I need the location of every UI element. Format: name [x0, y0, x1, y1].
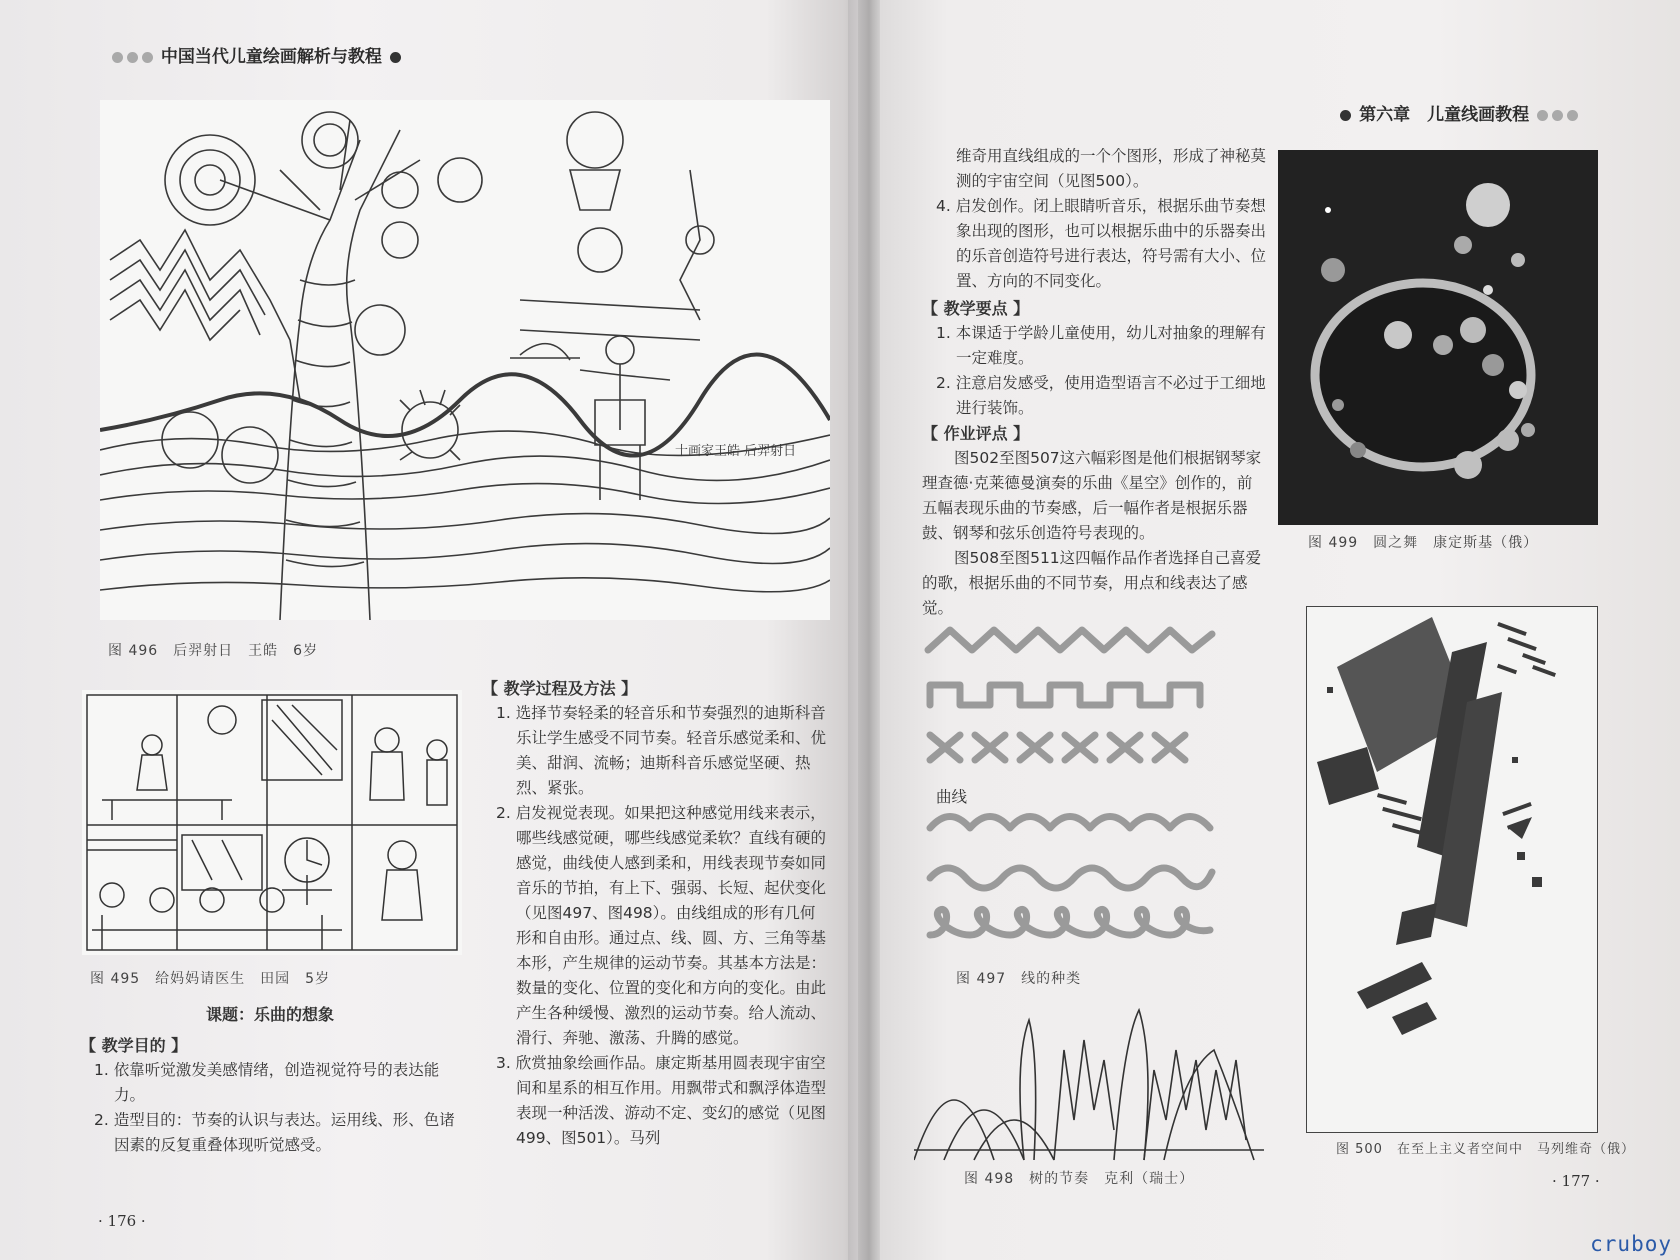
running-head-text: 第六章 儿童线画教程 [1359, 105, 1530, 125]
figure-497-caption: 图 497 线的种类 [956, 971, 1082, 987]
dot-icon [1537, 110, 1548, 121]
process-item: 1. 选择节奏轻柔的轻音乐和节奏强烈的迪斯科音乐让学生感受不同节奏。轻音乐感觉柔和、优美、甜润、流畅；迪斯科音乐感觉坚硬、热烈、紧张。 [496, 704, 827, 797]
left-right-text [482, 676, 827, 1151]
figure-500-painting [1306, 606, 1598, 1133]
book-gutter [858, 0, 880, 1260]
review-heading: 【 作业评点 】 [922, 424, 1030, 443]
goal-item: 1. 依靠听觉激发美感情绪，创造视觉符号的表达能力。 [94, 1061, 440, 1104]
figure-499-art [1278, 150, 1598, 525]
left-lower-text [80, 1002, 460, 1158]
right-page [848, 0, 1680, 1260]
figure-499-caption: 图 499 圆之舞 康定斯基（俄） [1308, 535, 1539, 551]
figure-496-caption: 图 496 后羿射日 王皓 6岁 [108, 643, 319, 659]
figure-495-caption: 图 495 给妈妈请医生 田园 5岁 [90, 971, 331, 987]
right-running-head [1338, 100, 1580, 125]
left-running-head [110, 42, 403, 67]
figure-500-art [1307, 607, 1597, 1132]
right-text-column [922, 144, 1266, 621]
dot-icon [390, 52, 401, 63]
process-item: 3. 欣赏抽象绘画作品。康定斯基用圆表现宇宙空间和星系的相互作用。用飘带式和飘浮体造型表现一种活泼、游动不定、变幻的感觉（见图499、图501）。马列 [496, 1054, 827, 1147]
running-head-text: 中国当代儿童绘画解析与教程 [160, 47, 382, 67]
process-item: 2. 启发视觉表现。如果把这种感觉用线来表示，哪些线感觉硬，哪些线感觉柔软？直线有硬的感觉，曲线使人感到柔和，用线表现节奏如同音乐的节拍，有上下、强弱、长短、起伏变化（见图497、图498）。由线组成的形有几何形和自由形。通过点、线、圆、方、三角等基本形，产生规律的运动节奏。其基本方法是：数量的变化、位置的变化和方向的变化。由此产生各种缓慢、激烈的运动节奏。给人流动、滑行、奔驰、激荡、升腾的感觉。 [496, 804, 827, 1047]
dot-icon [1552, 110, 1563, 121]
item-4: 4. 启发创作。闭上眼睛听音乐，根据乐曲节奏想象出现的图形，也可以根据乐曲中的乐器奏出的乐音创造符号进行表达，符号需有大小、位置、方向的不同变化。 [936, 197, 1267, 290]
points-item: 1. 本课适于学龄儿童使用，幼儿对抽象的理解有一定难度。 [936, 324, 1266, 367]
review-para: 图508至图511这四幅作品作者选择自己喜爱的歌，根据乐曲的不同节奏，用点和线表达了感觉。 [922, 549, 1262, 617]
review-para: 图502至图507这六幅彩图是他们根据钢琴家理查德·克莱德曼演奏的乐曲《星空》创作的，前五幅表现乐曲的节奏感，后一幅作者是根据乐器鼓、钢琴和弦乐创造符号表现的。 [922, 449, 1262, 542]
figure-499-painting [1278, 150, 1598, 525]
figure-498-art [914, 1000, 1264, 1165]
figure-497-label: 曲线 [936, 788, 968, 806]
figure-495-drawing [82, 690, 462, 955]
right-page-number: · 177 · [1552, 1172, 1600, 1190]
dot-icon [112, 52, 123, 63]
drawing-inscription: 十画家王皓 后羿射日 [675, 444, 797, 459]
figure-498-caption: 图 498 树的节奏 克利（瑞士） [964, 1171, 1195, 1187]
figure-497-lines [920, 610, 1220, 955]
dot-icon [142, 52, 153, 63]
goal-item: 2. 造型目的：节奏的认识与表达。运用线、形、色诸因素的反复重叠体现听觉感受。 [94, 1111, 455, 1154]
figure-495-art [82, 690, 462, 955]
lesson-title: 课题：乐曲的想象 [205, 1005, 334, 1024]
goal-heading: 【 教学目的 】 [80, 1036, 188, 1055]
process-heading: 【 教学过程及方法 】 [482, 679, 638, 698]
dot-icon [1340, 110, 1351, 121]
figure-498-drawing [914, 1000, 1264, 1165]
dot-icon [127, 52, 138, 63]
watermark: cruboy [1590, 1232, 1672, 1256]
points-heading: 【 教学要点 】 [922, 299, 1030, 318]
figure-500-caption: 图 500 在至上主义者空间中 马列维奇（俄） [1336, 1142, 1635, 1157]
left-page-number: · 176 · [98, 1212, 146, 1230]
figure-496-art [100, 100, 830, 620]
figure-497-art [920, 610, 1220, 955]
figure-496-drawing [100, 100, 830, 620]
dot-icon [1567, 110, 1578, 121]
points-item: 2. 注意启发感受，使用造型语言不必过于工细地进行装饰。 [936, 374, 1266, 417]
intro-text: 维奇用直线组成的一个个图形，形成了神秘莫测的宇宙空间（见图500）。 [956, 147, 1267, 190]
